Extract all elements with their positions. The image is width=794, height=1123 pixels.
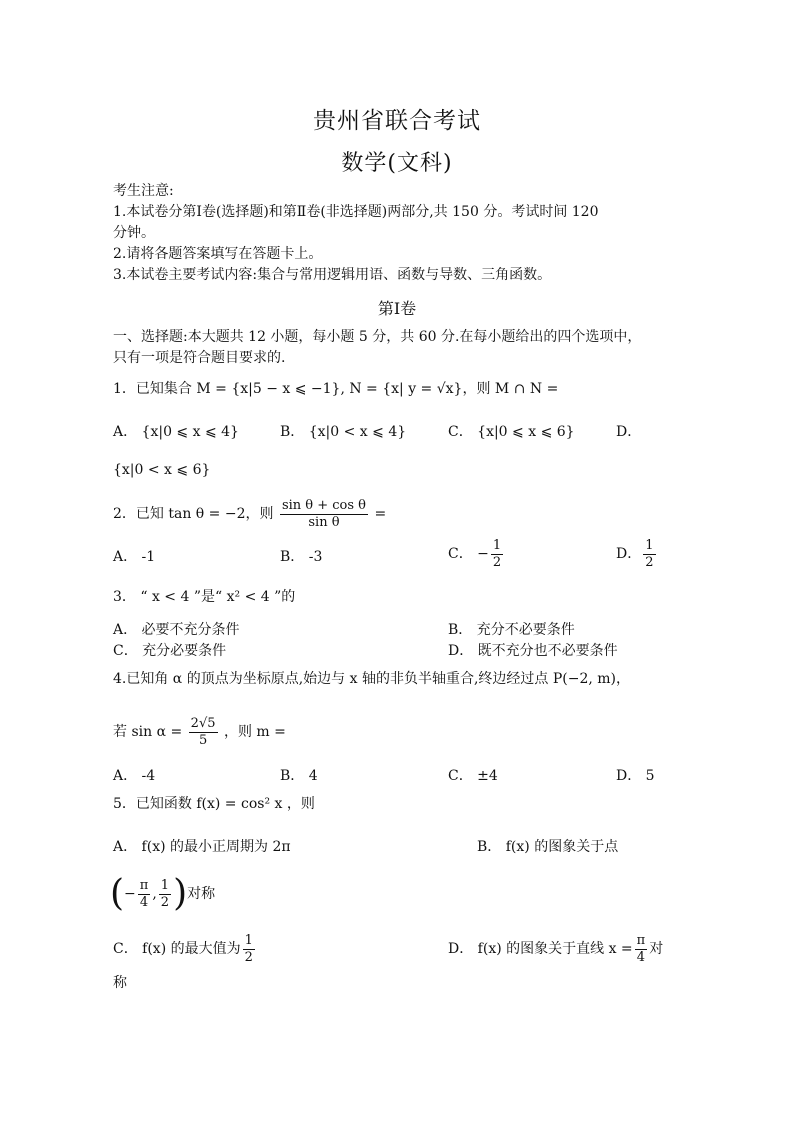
question-4-option-d: D． 5: [616, 768, 655, 784]
question-5-option-b-cont: [110, 870, 215, 918]
question-2-fraction-denominator: sin θ: [308, 514, 340, 530]
question-2-option-d-fraction: [643, 538, 655, 571]
question-5-stem: 5．已知函数 f(x) = cos² x ，则: [113, 796, 315, 812]
question-4-fraction: [189, 716, 218, 749]
section-intro: 一、选择题:本大题共 12 小题，每小题 5 分，共 60 分.在每小题给出的四个选项中，: [113, 329, 642, 345]
question-4-stem-cont: [113, 712, 286, 752]
notice-item-1-cont: 分钟。: [113, 225, 155, 241]
question-5-option-d-fraction: [635, 933, 648, 966]
exam-subject: 数学(文科): [341, 151, 453, 176]
question-2-option-c-fraction: [491, 538, 503, 571]
question-2-equals: =: [374, 506, 387, 522]
question-5-option-b-fraction-1: [138, 878, 151, 911]
question-1-option-d-label: D．: [616, 424, 642, 440]
question-4-fraction-denominator: 5: [198, 732, 208, 748]
question-4-option-c: C． ±4: [448, 768, 498, 784]
question-2-option-a: A． -1: [113, 549, 156, 565]
question-5-option-d-denominator: 4: [636, 949, 646, 965]
question-3-stem: 3． “ x < 4 ”是“ x² < 4 ”的: [113, 589, 296, 605]
question-5-option-b-numerator-1: π: [139, 877, 149, 893]
question-5-option-b: B． f(x) 的图象关于点: [477, 839, 619, 855]
question-5-option-b-numerator-2: 1: [160, 877, 170, 893]
question-1-option-a: A． {x|0 ⩽ x ⩽ 4}: [113, 424, 239, 440]
question-2-stem-text: 2．已知 tan θ = −2，则: [113, 506, 274, 522]
question-1-option-b: B． {x|0 < x ⩽ 4}: [280, 424, 407, 440]
question-2-option-c: [448, 536, 505, 572]
question-2-option-d-denominator: 2: [645, 554, 654, 570]
question-3-option-c: C． 充分必要条件: [113, 643, 227, 659]
question-5-option-c-numerator: 1: [244, 932, 253, 948]
question-4-stem: 4.已知角 α 的顶点为坐标原点,始边与 x 轴的非负半轴重合,终边经过点 P(−2, m)，: [113, 671, 631, 687]
right-paren: ): [173, 873, 188, 914]
question-1-stem: 1．已知集合 M = {x|5 − x ⩽ −1}, N = {x| y = √x}，则 M ∩ N =: [113, 381, 559, 397]
question-4-fraction-numerator: 2√5: [190, 715, 216, 731]
question-5-option-c-denominator: 2: [244, 949, 253, 965]
question-2-stem: [113, 494, 386, 534]
question-2-option-b: B． -3: [280, 549, 323, 565]
notice-item-1: 1.本试卷分第Ⅰ卷(选择题)和第Ⅱ卷(非选择题)两部分,共 150 分。考试时间 120: [113, 204, 599, 220]
question-1-option-c: C． {x|0 ⩽ x ⩽ 6}: [448, 424, 575, 440]
question-2-option-d-numerator: 1: [645, 537, 654, 553]
section-intro-cont: 只有一项是符合题目要求的.: [113, 350, 286, 366]
question-5-option-b-denominator-1: 4: [139, 894, 149, 910]
question-3-option-d: D． 既不充分也不必要条件: [448, 643, 618, 659]
question-2-option-c-numerator: 1: [492, 537, 502, 553]
question-3-option-b: B． 充分不必要条件: [448, 622, 575, 638]
question-5-option-c: [113, 930, 257, 968]
question-3-option-a: A． 必要不充分条件: [113, 622, 240, 638]
question-5-option-c-fraction: [243, 933, 255, 966]
question-5-option-b-tail: 对称: [187, 886, 216, 902]
question-5-option-d-numerator: π: [636, 932, 646, 948]
question-4-option-b: B． 4: [280, 768, 318, 784]
question-5-option-a: A． f(x) 的最小正周期为 2π: [113, 839, 291, 855]
question-5-option-c-text: C． f(x) 的最大值为: [113, 941, 241, 957]
question-5-option-d: [448, 930, 663, 968]
question-4-option-a: A． -4: [113, 768, 156, 784]
question-5-option-d-text: D． f(x) 的图象关于直线 x =: [448, 941, 633, 957]
notice-item-3: 3.本试卷主要考试内容:集合与常用逻辑用语、函数与导数、三角函数。: [113, 267, 552, 283]
question-2-option-d: [616, 536, 658, 572]
question-4-stem-text: 若 sin α =: [113, 724, 183, 740]
question-5-option-d-tail: 对: [649, 941, 664, 957]
exam-title: 贵州省联合考试: [313, 108, 481, 134]
question-4-tail: ，则 m =: [223, 724, 286, 740]
question-5-option-b-minus: −: [124, 886, 136, 902]
notice-heading: 考生注意:: [113, 183, 174, 199]
question-2-fraction: [280, 498, 368, 531]
question-5-option-b-fraction-2: [159, 878, 171, 911]
question-5-option-d-cont: 称: [113, 975, 127, 991]
question-2-option-c-label: C． −: [448, 546, 489, 562]
section-title: 第Ⅰ卷: [377, 299, 417, 318]
question-2-option-c-denominator: 2: [492, 554, 502, 570]
left-paren: (: [110, 873, 125, 914]
question-5-option-b-denominator-2: 2: [160, 894, 170, 910]
question-5-option-b-comma: ,: [152, 886, 157, 902]
notice-item-2: 2.请将各题答案填写在答题卡上。: [113, 246, 323, 262]
question-1-option-d: {x|0 < x ⩽ 6}: [113, 462, 211, 478]
question-2-option-d-label: D．: [616, 546, 642, 562]
question-2-fraction-numerator: sin θ + cos θ: [281, 497, 367, 513]
